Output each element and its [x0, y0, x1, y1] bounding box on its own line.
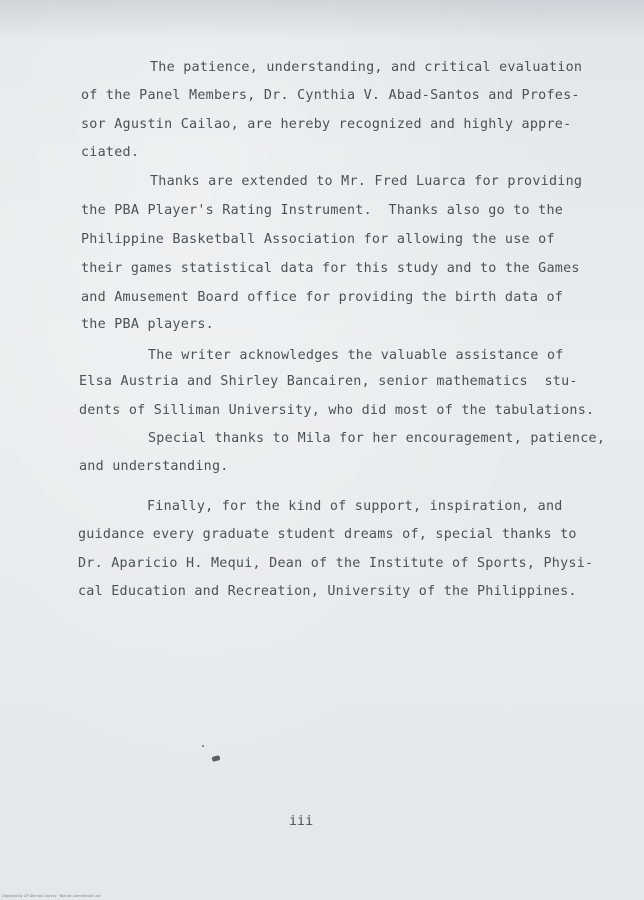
paragraph-2-line-1: Thanks are extended to Mr. Fred Luarca for providing [150, 174, 583, 189]
paragraph-3-line-1: The writer acknowledges the valuable assistance of [148, 348, 564, 363]
paragraph-3-line-3: dents of Silliman University, who did most of the tabulations. [79, 403, 595, 418]
paragraph-2-line-2: the PBA Player's Rating Instrument. Thanks also go to the [81, 203, 564, 218]
paragraph-5-line-3: Dr. Aparicio H. Mequi, Dean of the Institute of Sports, Physi- [78, 556, 594, 571]
paragraph-2-line-4: their games statistical data for this study and to the Games [81, 261, 580, 276]
paragraph-2-line-6: the PBA players. [81, 317, 214, 332]
ink-smudge [211, 755, 220, 762]
paragraph-3-line-2: Elsa Austria and Shirley Bancairen, senior mathematics stu- [79, 374, 578, 389]
paragraph-5-line-4: cal Education and Recreation, University of the Philippines. [78, 584, 577, 599]
paragraph-4-line-1: Special thanks to Mila for her encouragement, patience, [148, 431, 606, 446]
paragraph-5-line-2: guidance every graduate student dreams of, special thanks to [78, 527, 577, 542]
paragraph-1-line-3: sor Agustin Cailao, are hereby recognized and highly appre- [81, 117, 572, 132]
paragraph-5-line-1: Finally, for the kind of support, inspiration, and [147, 499, 563, 514]
paragraph-4-line-2: and understanding. [79, 459, 229, 474]
paragraph-1-line-1: The patience, understanding, and critical evaluation [150, 60, 583, 75]
ink-speck [202, 745, 204, 747]
paragraph-1-line-4: ciated. [81, 145, 140, 160]
scan-footer-note: Digitized by UP Diliman Library · Not for commercial use [2, 894, 101, 898]
paragraph-2-line-5: and Amusement Board office for providing the birth data of [81, 290, 564, 305]
paragraph-2-line-3: Philippine Basketball Association for allowing the use of [81, 232, 555, 247]
page-number: iii [289, 814, 314, 829]
scan-shading [0, 0, 644, 40]
paragraph-1-line-2: of the Panel Members, Dr. Cynthia V. Abad-Santos and Profes- [81, 88, 580, 103]
